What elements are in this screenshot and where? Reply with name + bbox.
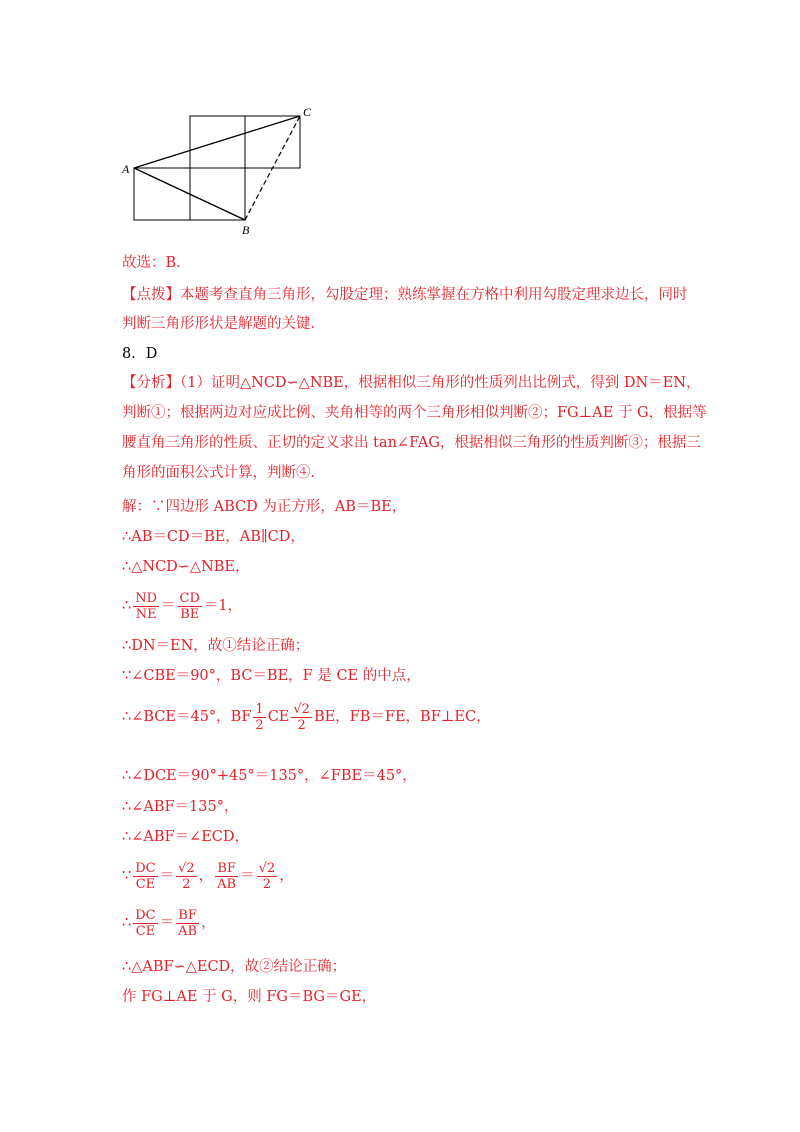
fraction-nd-ne xyxy=(133,591,159,622)
numerator: ND xyxy=(135,590,158,606)
solution-line-14: 作 FG⊥AE 于 G，则 FG＝BG＝GE， xyxy=(122,989,377,1005)
equals-sign: ＝ xyxy=(161,598,176,614)
answer-line: 故选：B． xyxy=(122,255,191,271)
grid-cell xyxy=(190,168,245,220)
statement-tail: BE，FB＝FE，BF⊥EC， xyxy=(313,709,491,725)
label-a: A xyxy=(122,162,130,176)
solution-line-6: ∵∠CBE＝90°，BC＝BE，F 是 CE 的中点， xyxy=(122,668,421,684)
solution-line-2: ∴AB＝CD＝BE，AB∥CD， xyxy=(122,529,305,545)
fraction-root2-over-2 xyxy=(291,702,312,733)
fraction-bf-ab xyxy=(215,861,238,892)
analysis-line-4: 角形的面积公式计算，判断④． xyxy=(122,465,325,481)
solution-line-7 xyxy=(122,697,491,737)
denominator: NE xyxy=(135,606,157,622)
analysis-line-1: 【分析】（1）证明△NCD∽△NBE，根据相似三角形的性质列出比例式，得到 DN＝EN， xyxy=(122,375,701,391)
therefore-symbol: ∴ xyxy=(122,598,132,614)
denominator: AB xyxy=(178,923,198,939)
numerator: BF xyxy=(176,908,199,924)
denominator: CE xyxy=(135,876,156,892)
denominator: CE xyxy=(135,923,156,939)
fraction-one-half xyxy=(253,702,265,733)
solution-line-9: ∴∠ABF＝135°， xyxy=(122,799,239,815)
denominator: BE xyxy=(180,606,200,622)
tip-line-1: 【点拨】本题考查直角三角形，勾股定理；熟练掌握在方格中利用勾股定理求边长，同时 xyxy=(122,287,688,303)
geometry-figure xyxy=(118,100,328,240)
fraction-bf-ab xyxy=(176,908,199,939)
denominator: 2 xyxy=(182,876,191,892)
segment-ac xyxy=(134,116,300,168)
statement-mid: CE xyxy=(267,709,290,725)
grid-cell xyxy=(134,168,190,220)
fraction-root2-over-2 xyxy=(257,861,278,892)
numerator: DC xyxy=(135,907,156,923)
denominator: 2 xyxy=(255,717,264,733)
solution-line-12: ∴ $\frac{DC}{CE}$ ＝ $\frac{BF}{AB}$ ， xyxy=(122,907,216,939)
solution-line-8: ∴∠DCE＝90°+45°＝135°，∠FBE＝45°， xyxy=(122,768,417,784)
denominator: 2 xyxy=(262,876,272,892)
grid-cell xyxy=(245,116,300,168)
solution-line-5: ∴DN＝EN，故①结论正确； xyxy=(122,638,310,654)
numerator: √2 xyxy=(258,860,276,876)
numerator: √2 xyxy=(178,860,195,876)
tip-line-2: 判断三角形形状是解题的关键． xyxy=(122,316,325,332)
analysis-line-2: 判断①；根据两边对应成比例、夹角相等的两个三角形相似判断②；FG⊥AE 于 G，根据等 xyxy=(122,405,707,421)
because-symbol: ∵ xyxy=(122,868,132,884)
equation-tail: ＝1， xyxy=(203,598,243,614)
fraction-dc-ce xyxy=(133,908,157,939)
question-number: 8．D xyxy=(122,346,158,362)
solution-line-11: ∵ $\frac{DC}{CE}$ ＝ $\frac{√2}{2}$ ， $\frac{BF}{AB}$ ＝ $\frac{√2}{2}$ ， xyxy=(122,860,294,892)
fraction-cd-be xyxy=(178,591,202,622)
denominator: AB xyxy=(217,876,237,892)
solution-line-13: ∴△ABF∽△ECD，故②结论正确； xyxy=(122,959,347,975)
therefore-symbol: ∴ xyxy=(122,915,132,931)
statement-prefix: ∴∠BCE＝45°，BF xyxy=(122,709,252,725)
denominator: 2 xyxy=(297,717,306,733)
fraction-dc-ce xyxy=(133,861,157,892)
numerator: CD xyxy=(179,590,200,606)
numerator: BF xyxy=(215,861,238,877)
solution-line-3: ∴△NCD∽△NBE， xyxy=(122,559,250,575)
solution-line-1: 解：∵四边形 ABCD 为正方形，AB＝BE， xyxy=(122,499,407,515)
label-b: B xyxy=(242,223,250,237)
numerator: √2 xyxy=(293,701,310,717)
solution-line-10: ∴∠ABF＝∠ECD， xyxy=(122,829,250,845)
label-c: C xyxy=(303,105,312,119)
numerator: 1 xyxy=(255,701,264,717)
fraction-root2-over-2 xyxy=(176,861,197,892)
solution-line-4 xyxy=(122,586,242,626)
analysis-line-3: 腰直角三角形的性质、正切的定义求出 tan∠FAG，根据相似三角形的性质判断③；根据三 xyxy=(122,435,701,451)
numerator: DC xyxy=(135,860,156,876)
